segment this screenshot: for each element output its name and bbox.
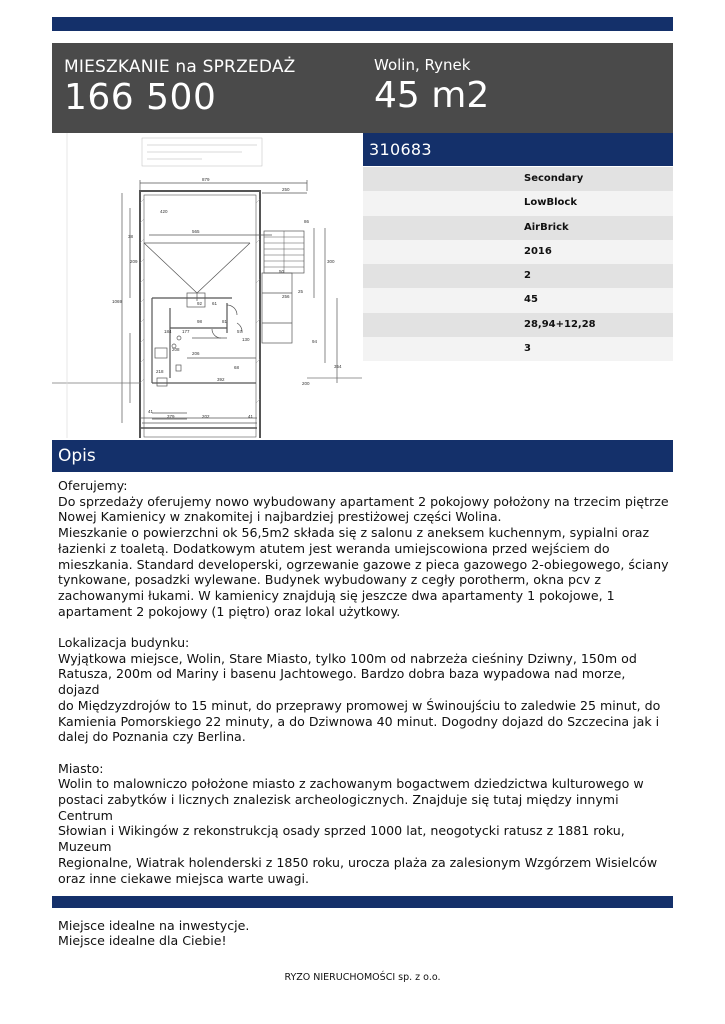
listing-type: MIESZKANIE na SPRZEDAŻ xyxy=(64,57,296,77)
location-line: dalej do Poznania czy Berlina. xyxy=(58,729,246,745)
param-row-area xyxy=(363,288,673,312)
location-line: Kamienia Pomorskiego 22 minuty, a do Dziwnowa 40 minut. Dogodny dojazd do Szczecina jak i xyxy=(58,713,660,729)
location-label: Lokalizacja budynku: xyxy=(58,635,190,651)
property-parameters-table xyxy=(363,167,673,361)
param-value: 28,94+12,28 xyxy=(524,318,596,330)
plan-dimension-label: 879 xyxy=(202,177,210,182)
intro-line: łazienki z toaletą. Dodatkowym atutem jest weranda umiejscowiona przed wejściem do xyxy=(58,540,610,556)
footer-company-name: RYZO NIERUCHOMOŚCI sp. z o.o. xyxy=(284,972,441,983)
plan-dimension-label: 218 xyxy=(156,369,164,374)
top-accent-bar xyxy=(52,17,673,31)
city-line: Wolin to malowniczo położone miasto z zachowanym bogactwem dziedzictwa kulturowego w xyxy=(58,776,644,792)
plan-dimension-label: 379 xyxy=(167,414,175,419)
plan-dimension-label: 300 xyxy=(327,259,335,264)
floor-plan-image xyxy=(52,133,362,438)
intro-line: Do sprzedaży oferujemy nowo wybudowany apartament 2 pokojowy położony na trzecim piętrze xyxy=(58,493,669,509)
plan-dimension-label: 256 xyxy=(282,294,290,299)
listing-header xyxy=(52,43,673,133)
bottom-accent-bar xyxy=(52,896,673,908)
city-line: Słowian i Wikingów z rekonstrukcją osady sprzed 1000 lat, neogotycki ratusz z 1881 roku, Muzeum xyxy=(58,823,625,855)
description-heading: Opis xyxy=(58,446,96,466)
param-value: 2 xyxy=(524,270,531,282)
plan-dimension-label: 81 xyxy=(222,319,228,324)
location-line: Ratusza, 200m od Mariny i basenu Jachtowego. Bardzo dobra baza wypadowa nad morze, dojazd xyxy=(58,666,626,698)
intro-line: apartament 2 pokojowy (1 piętro) oraz lokal użytkowy. xyxy=(58,603,401,619)
param-value: Secondary xyxy=(524,173,584,184)
plan-dimension-label: 202 xyxy=(202,414,210,419)
param-value: AirBrick xyxy=(524,221,569,233)
intro-label: Oferujemy: xyxy=(58,478,128,493)
param-row-room-areas xyxy=(363,313,673,337)
plan-dimension-label: 208 xyxy=(172,347,180,352)
city-line: Regionalne, Wiatrak holenderski z 1850 roku, urocza plaża za zalesionym Wzgórzem Wisielców xyxy=(58,854,658,870)
listing-price: 166 500 xyxy=(64,77,217,118)
param-row-material xyxy=(363,216,673,240)
plan-dimension-label: 206 xyxy=(192,351,200,356)
plan-dimension-label: 25 xyxy=(298,289,304,294)
intro-line: Nowej Kamienicy w znakomitej i najbardziej prestiżowej części Wolina. xyxy=(58,509,502,525)
plan-dimension-label: 1069 xyxy=(112,299,123,304)
closing-line: Miejsce idealne dla Ciebie! xyxy=(58,933,227,949)
param-value: 45 xyxy=(524,294,538,306)
plan-dimension-label: 98 xyxy=(197,319,203,324)
plan-dimension-label: 57 xyxy=(237,329,243,334)
floor-plan-drawing xyxy=(52,133,362,438)
plan-dimension-label: 420 xyxy=(160,209,168,214)
plan-dimension-label: 38 xyxy=(128,234,134,239)
plan-dimension-label: 565 xyxy=(192,229,200,234)
plan-dimension-label: 130 xyxy=(242,337,250,342)
plan-dimension-label: 354 xyxy=(334,364,342,369)
city-line: oraz inne ciekawe miejsca warte uwagi. xyxy=(58,870,310,886)
param-row-rooms xyxy=(363,264,673,288)
location-line: do Międzyzdrojów to 15 minut, do przeprawy promowej w Świnoujściu to zaledwie 25 minut, do xyxy=(58,697,661,713)
plan-dimension-label: 94 xyxy=(312,339,318,344)
param-row-year xyxy=(363,240,673,264)
plan-dimension-label: 41 xyxy=(148,409,154,414)
plan-dimension-label: 50 xyxy=(279,269,285,274)
reference-number: 310683 xyxy=(369,140,432,159)
plan-dimension-label: 392 xyxy=(217,377,225,382)
city-line: postaci zabytków i licznych znalezisk archeologicznych. Znajduje się tutaj między innymi Centrum xyxy=(58,792,619,823)
plan-dimension-label: 200 xyxy=(302,381,310,386)
reference-number-bar xyxy=(363,133,673,166)
plan-dimension-label: 250 xyxy=(282,187,290,192)
intro-line: Mieszkanie o powierzchni ok 56,5m2 składa się z salonu z aneksem kuchennym, sypialni oraz xyxy=(58,525,650,541)
param-value: LowBlock xyxy=(524,197,577,209)
city-label: Miasto: xyxy=(58,760,104,776)
plan-dimension-label: 68 xyxy=(234,365,240,370)
param-value: 3 xyxy=(524,343,531,355)
plan-dimension-label: 92 xyxy=(197,301,203,306)
plan-dimension-label: 177 xyxy=(182,329,190,334)
plan-dimension-label: 86 xyxy=(304,219,310,224)
plan-dimension-label: 209 xyxy=(130,259,138,264)
listing-location: Wolin, Rynek xyxy=(374,56,471,74)
description-text xyxy=(58,478,670,949)
param-row-building-type xyxy=(363,191,673,215)
description-heading-bar xyxy=(52,440,673,472)
plan-dimension-label: 41 xyxy=(248,414,254,419)
param-value: 2016 xyxy=(524,245,552,257)
intro-line: zachowanymi łukami. W kamienicy znajdują się jeszcze dwa apartamenty 1 pokojowe, 1 xyxy=(58,587,615,603)
plan-dimension-label: 61 xyxy=(212,301,218,306)
param-row-floor xyxy=(363,337,673,361)
param-row-market xyxy=(363,167,673,191)
plan-dimension-label: 184 xyxy=(164,329,172,334)
intro-line: mieszkania. Standard developerski, ogrzewanie gazowe z pieca gazowego 2-obiegowego, ściany xyxy=(58,556,669,572)
location-line: Wyjątkowa miejsce, Wolin, Stare Miasto, tylko 100m od nabrzeża cieśniny Dziwny, 150m od xyxy=(58,650,637,666)
closing-line: Miejsce idealne na inwestycje. xyxy=(58,917,250,933)
listing-area: 45 m2 xyxy=(374,75,490,116)
intro-line: tynkowane, posadzki wylewane. Budynek wybudowany z cegły porotherm, okna pcv z xyxy=(58,572,601,588)
